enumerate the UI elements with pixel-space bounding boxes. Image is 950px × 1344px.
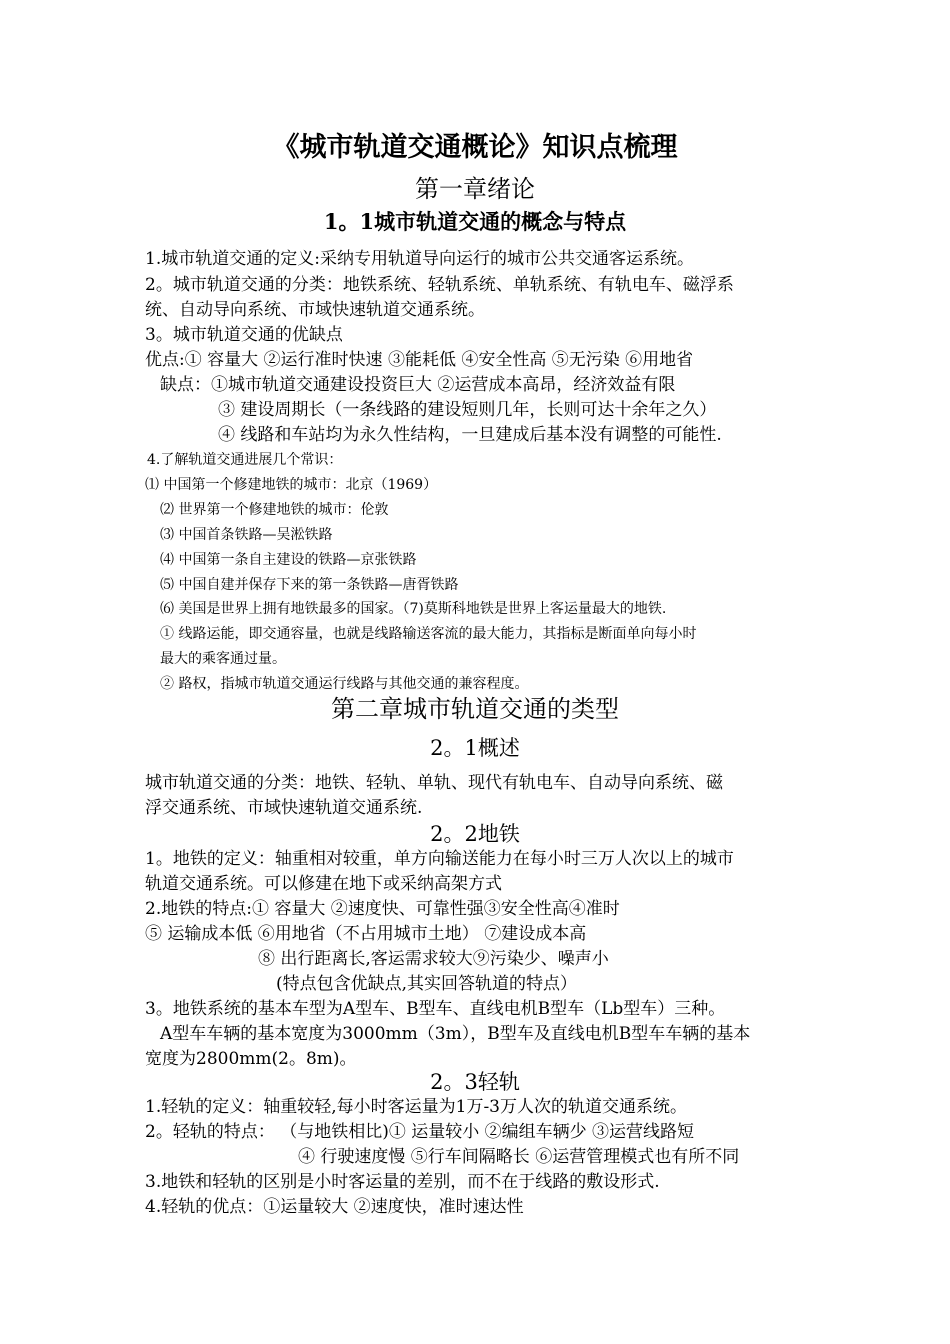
section-2-1-heading: 2。1概述 — [430, 736, 520, 760]
paragraph-line: 4.了解轨道交通进展几个常识： — [147, 452, 343, 468]
fact-item: ⑴ 中国第一个修建地铁的城市：北京（1969） — [145, 477, 438, 493]
paragraph-line: ⑤ 运输成本低 ⑥用地省（不占用城市土地） ⑦建设成本高 — [145, 924, 587, 944]
section-1-1-heading: 1。1城市轨道交通的概念与特点 — [323, 209, 627, 234]
concept-line: ① 线路运能，即交通容量，也就是线路输送客流的最大能力，其指标是断面单向每小时 — [160, 626, 697, 642]
paragraph-line: 轨道交通系统。可以修建在地下或采纳高架方式 — [145, 874, 502, 894]
section-2-3-heading: 2。3轻轨 — [430, 1070, 520, 1094]
fact-item: ⑹ 美国是世界上拥有地铁最多的国家。（7)莫斯科地铁是世界上客运量最大的地铁. — [160, 601, 667, 617]
paragraph-line: 4.轻轨的优点：①运量较大 ②速度快，准时速达性 — [145, 1197, 524, 1217]
paragraph-line: 2.地铁的特点:① 容量大 ②速度快、可靠性强③安全性高④准时 — [145, 899, 620, 919]
paragraph-line: 3.地铁和轻轨的区别是小时客运量的差别，而不在于线路的敷设形式. — [145, 1172, 660, 1192]
document-title: 《城市轨道交通概论》知识点梳理 — [272, 132, 678, 163]
chapter-2-heading: 第二章城市轨道交通的类型 — [331, 695, 619, 723]
paragraph-line: ④ 行驶速度慢 ⑤行车间隔略长 ⑥运营管理模式也有所不同 — [298, 1147, 740, 1167]
fact-item: ⑷ 中国第一条自主建设的铁路—京张铁路 — [160, 552, 417, 568]
concept-line: 最大的乘客通过量。 — [160, 651, 286, 667]
paragraph-line: (特点包含优缺点,其实回答轨道的特点） — [276, 974, 578, 994]
paragraph-line: 统、自动导向系统、市域快速轨道交通系统。 — [145, 300, 485, 320]
paragraph-line: 浮交通系统、市域快速轨道交通系统. — [145, 798, 423, 818]
concept-line: ② 路权，指城市轨道交通运行线路与其他交通的兼容程度。 — [160, 676, 529, 692]
fact-item: ⑵ 世界第一个修建地铁的城市：伦敦 — [160, 502, 389, 518]
paragraph-line: 1。地铁的定义：轴重相对较重，单方向输送能力在每小时三万人次以上的城市 — [145, 849, 734, 869]
paragraph-line: 2。轻轨的特点： （与地铁相比)① 运量较小 ②编组车辆少 ③运营线路短 — [145, 1122, 695, 1142]
cons-line: ④ 线路和车站均为永久性结构，一旦建成后基本没有调整的可能性. — [218, 425, 722, 445]
paragraph-line: 1.轻轨的定义：轴重较轻,每小时客运量为1万-3万人次的轨道交通系统。 — [145, 1097, 687, 1117]
paragraph-line: 2。城市轨道交通的分类：地铁系统、轻轨系统、单轨系统、有轨电车、磁浮系 — [145, 275, 734, 295]
cons-line: ③ 建设周期长（一条线路的建设短则几年，长则可达十余年之久） — [218, 400, 717, 420]
pros-line: 优点:① 容量大 ②运行准时快速 ③能耗低 ④安全性高 ⑤无污染 ⑥用地省 — [145, 350, 694, 370]
paragraph-line: ⑧ 出行距离长,客运需求较大⑨污染少、噪声小 — [258, 949, 609, 969]
fact-item: ⑶ 中国首条铁路—吴淞铁路 — [160, 527, 333, 543]
fact-item: ⑸ 中国自建并保存下来的第一条铁路—唐胥铁路 — [160, 577, 459, 593]
paragraph-line: 宽度为2800mm(2。8m)。 — [145, 1049, 357, 1069]
paragraph-line: 城市轨道交通的分类：地铁、轻轨、单轨、现代有轨电车、自动导向系统、磁 — [145, 773, 723, 793]
paragraph-line: A型车车辆的基本宽度为3000mm（3m），B型车及直线电机B型车车辆的基本 — [160, 1024, 751, 1044]
chapter-1-heading: 第一章绪论 — [415, 175, 535, 203]
section-2-2-heading: 2。2地铁 — [430, 822, 520, 846]
cons-line: 缺点：①城市轨道交通建设投资巨大 ②运营成本高昂，经济效益有限 — [160, 375, 676, 395]
paragraph-line: 3。地铁系统的基本车型为A型车、B型车、直线电机B型车（Lb型车）三种。 — [145, 999, 726, 1019]
paragraph-line: 3。城市轨道交通的优缺点 — [145, 325, 343, 345]
paragraph-line: 1.城市轨道交通的定义:采纳专用轨道导向运行的城市公共交通客运系统。 — [145, 249, 694, 269]
